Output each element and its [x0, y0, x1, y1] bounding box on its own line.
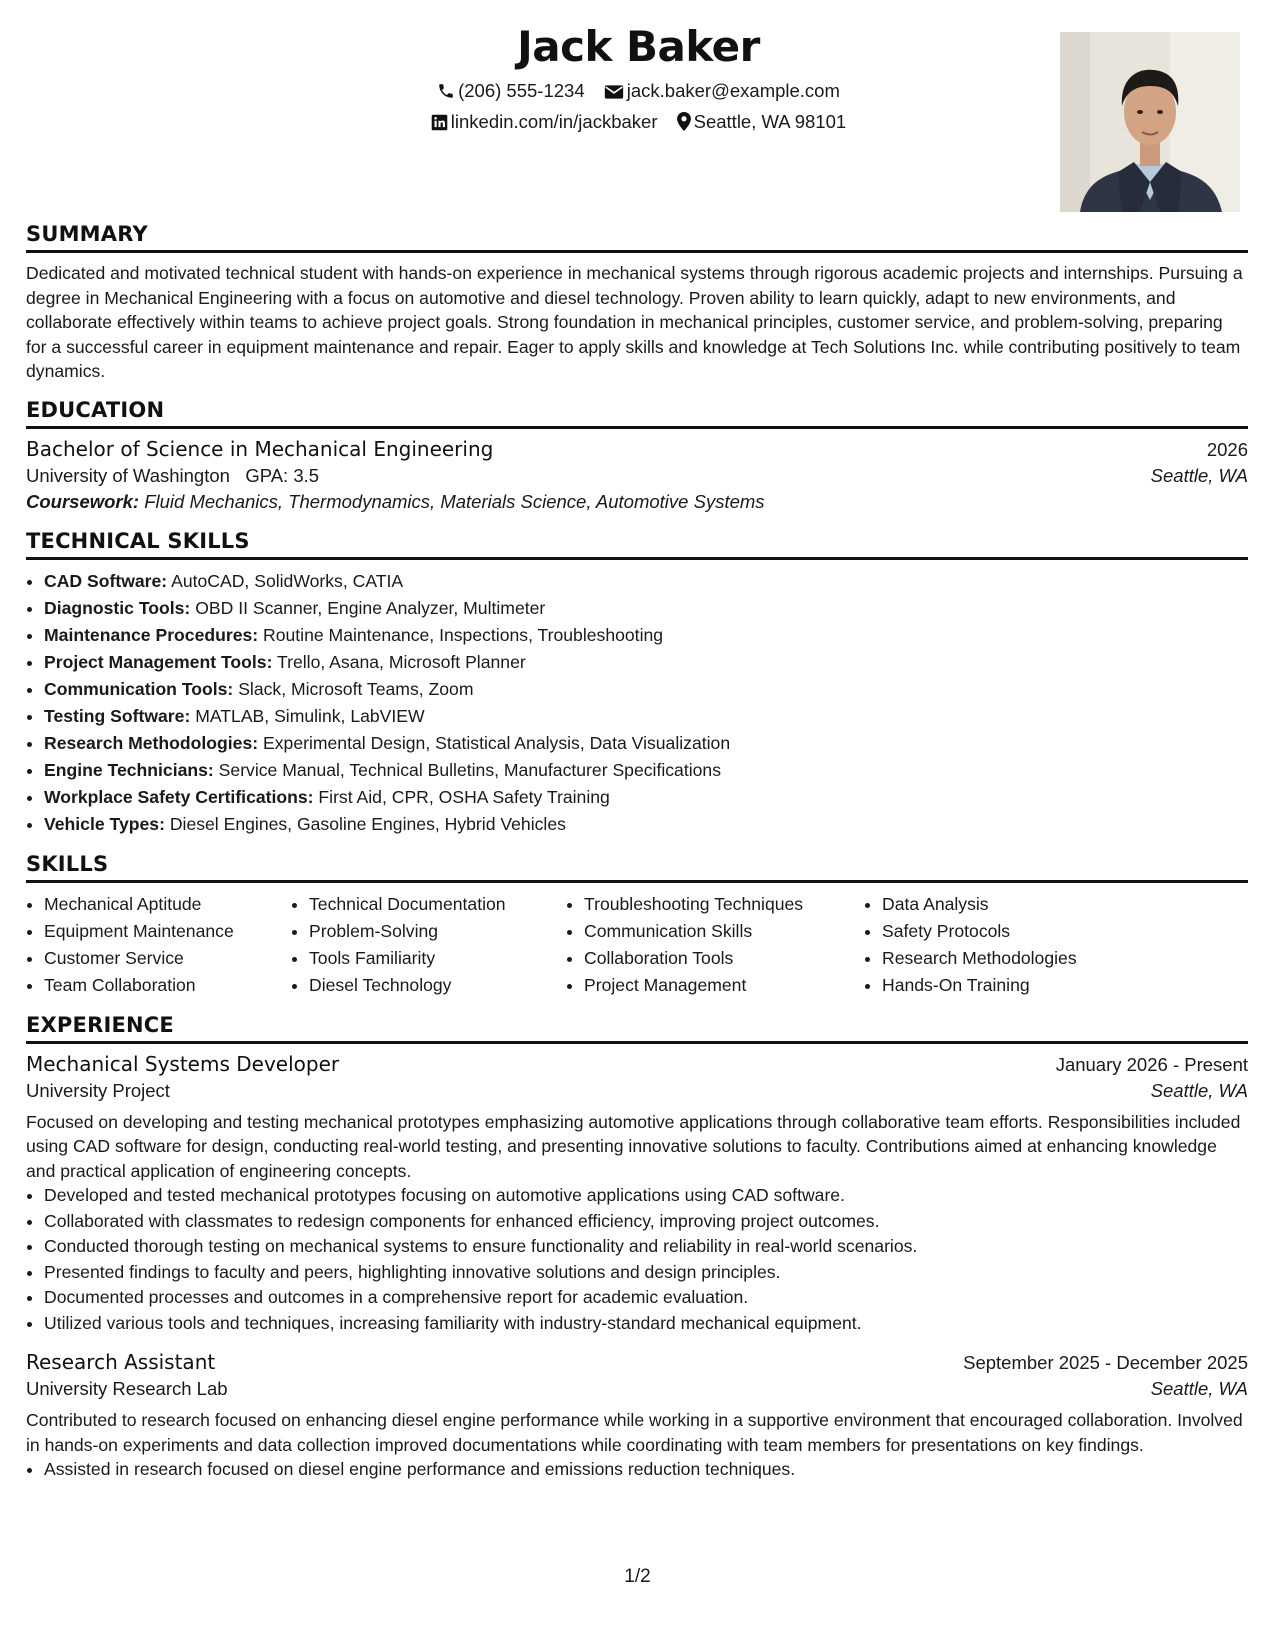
- phone-text: (206) 555-1234: [458, 80, 585, 101]
- email-text[interactable]: jack.baker@example.com: [626, 80, 840, 101]
- experience-entry-1: [26, 1052, 1248, 1337]
- resume-header: [26, 0, 1248, 222]
- education-section: [26, 398, 1248, 513]
- graduation-year: 2026: [1206, 438, 1248, 460]
- phone-contact: [437, 80, 585, 102]
- list-item: • Team Collaboration: [44, 972, 291, 999]
- experience-heading: EXPERIENCE: [26, 1013, 1248, 1044]
- skills-grid: [26, 891, 1248, 999]
- list-item: • Tools Familiarity: [309, 945, 566, 972]
- technical-skills-list: [26, 568, 1248, 838]
- job-title-row: [26, 1052, 1248, 1076]
- job-dates: September 2025 - December 2025: [963, 1352, 1248, 1373]
- list-item: • Troubleshooting Techniques: [584, 891, 864, 918]
- experience-section: [26, 1013, 1248, 1483]
- profile-photo: [1060, 32, 1240, 212]
- coursework-list: Fluid Mechanics, Thermodynamics, Materials Science, Automotive Systems: [144, 490, 765, 512]
- list-item: • Workplace Safety Certifications: First Aid, CPR, OSHA Safety Training: [44, 784, 1248, 811]
- list-item: • Diagnostic Tools: OBD II Scanner, Engine Analyzer, Multimeter: [44, 595, 1248, 622]
- experience-entry-2: [26, 1350, 1248, 1483]
- list-item: • Mechanical Aptitude: [44, 891, 291, 918]
- job-bullets: [26, 1183, 1248, 1336]
- location-text: Seattle, WA 98101: [693, 111, 847, 132]
- job-dates: January 2026 - Present: [1055, 1053, 1248, 1075]
- email-contact[interactable]: [604, 80, 840, 102]
- school-location: Seattle, WA: [1150, 464, 1248, 486]
- list-item: • Equipment Maintenance: [44, 918, 291, 945]
- list-item: • Problem-Solving: [309, 918, 566, 945]
- list-item: • Collaborated with classmates to redesign components for enhanced efficiency, improving project outcomes.: [44, 1209, 1248, 1235]
- skills-column-3: [566, 891, 864, 999]
- technical-skills-heading: TECHNICAL SKILLS: [26, 529, 1248, 560]
- list-item: • Project Management Tools: Trello, Asana, Microsoft Planner: [44, 649, 1248, 676]
- list-item: • Maintenance Procedures: Routine Maintenance, Inspections, Troubleshooting: [44, 622, 1248, 649]
- list-item: • Testing Software: MATLAB, Simulink, LabVIEW: [44, 703, 1248, 730]
- education-title-row: [26, 437, 1248, 461]
- list-item: • Presented findings to faculty and peers, highlighting innovative solutions and design principles.: [44, 1260, 1248, 1286]
- job-location: Seattle, WA: [1150, 1378, 1248, 1399]
- list-item: • Safety Protocols: [882, 918, 1182, 945]
- location-contact: [677, 111, 847, 133]
- list-item: • Engine Technicians: Service Manual, Technical Bulletins, Manufacturer Specifications: [44, 757, 1248, 784]
- job-org: University Research Lab: [26, 1378, 228, 1399]
- list-item: • Hands-On Training: [882, 972, 1182, 999]
- list-item: • CAD Software: AutoCAD, SolidWorks, CATIA: [44, 568, 1248, 595]
- summary-section: [26, 222, 1248, 384]
- education-heading: EDUCATION: [26, 398, 1248, 429]
- school-info: [26, 465, 319, 487]
- skills-section: [26, 852, 1248, 999]
- list-item: • Vehicle Types: Diesel Engines, Gasoline Engines, Hybrid Vehicles: [44, 811, 1248, 838]
- job-org-row: [26, 1080, 1248, 1102]
- list-item: • Customer Service: [44, 945, 291, 972]
- list-item: • Communication Tools: Slack, Microsoft Teams, Zoom: [44, 676, 1248, 703]
- skills-column-2: [291, 891, 566, 999]
- phone-icon: [437, 82, 455, 100]
- technical-skills-section: [26, 529, 1248, 838]
- list-item: • Research Methodologies: [882, 945, 1182, 972]
- school-name: University of Washington: [26, 464, 230, 486]
- job-description: Contributed to research focused on enhancing diesel engine performance while working in a supportive environment that encouraged collaboration. Involved in hands-on experiments and data collection improved documentations while coordinating with team members for presentations on key findings.: [26, 1410, 1243, 1455]
- job-location: Seattle, WA: [1150, 1079, 1248, 1101]
- list-item: • Research Methodologies: Experimental Design, Statistical Analysis, Data Visualization: [44, 730, 1248, 757]
- job-role: Research Assistant: [26, 1350, 216, 1374]
- list-item: • Conducted thorough testing on mechanical systems to ensure functionality and reliability in real-world scenarios.: [44, 1234, 1248, 1260]
- list-item: • Assisted in research focused on diesel engine performance and emissions reduction techniques.: [44, 1457, 1248, 1483]
- summary-text: Dedicated and motivated technical student with hands-on experience in mechanical systems through rigorous academic projects and internships. Pursuing a degree in Mechanical Engineering with a focus on automotive and diesel technology. Proven ability to learn quickly, adapt to new environments, and collaborate effectively within teams to achieve project goals. Strong foundation in mechanical principles, customer service, and problem-solving, preparing for a successful career in equipment maintenance and repair. Eager to apply skills and knowledge at Tech Solutions Inc. while contributing positively to team dynamics.: [26, 263, 1243, 381]
- skills-column-1: [26, 891, 291, 999]
- skills-column-4: [864, 891, 1182, 999]
- candidate-name: Jack Baker: [517, 22, 760, 71]
- coursework-line: [26, 491, 1248, 513]
- coursework-label: Coursework:: [26, 490, 140, 512]
- job-title-row: [26, 1350, 1248, 1374]
- education-school-row: [26, 465, 1248, 487]
- list-item: • Technical Documentation: [309, 891, 566, 918]
- job-bullets: [26, 1457, 1248, 1483]
- map-pin-icon: [677, 112, 691, 131]
- list-item: • Developed and tested mechanical prototypes focusing on automotive applications using CAD software.: [44, 1183, 1248, 1209]
- job-description: Focused on developing and testing mechanical prototypes emphasizing automotive applications through collaborative team efforts. Responsibilities included using CAD software for design, conducting real-world testing, and presenting innovative solutions to faculty. Contributions aimed at enhancing knowledge and practical application of engineering concepts.: [26, 1111, 1241, 1181]
- gpa: GPA: 3.5: [245, 464, 320, 486]
- linkedin-contact[interactable]: [431, 111, 658, 133]
- skills-heading: SKILLS: [26, 852, 1248, 883]
- degree-title: Bachelor of Science in Mechanical Engineering: [26, 436, 494, 461]
- list-item: • Diesel Technology: [309, 972, 566, 999]
- list-item: • Collaboration Tools: [584, 945, 864, 972]
- envelope-icon: [604, 84, 624, 100]
- list-item: • Project Management: [584, 972, 864, 999]
- summary-heading: SUMMARY: [26, 222, 1248, 253]
- list-item: • Utilized various tools and techniques, increasing familiarity with industry-standard mechanical equipment.: [44, 1311, 1248, 1337]
- job-role: Mechanical Systems Developer: [26, 1051, 340, 1076]
- linkedin-text[interactable]: linkedin.com/in/jackbaker: [450, 111, 658, 132]
- list-item: • Data Analysis: [882, 891, 1182, 918]
- linkedin-icon: [431, 114, 448, 131]
- list-item: • Documented processes and outcomes in a comprehensive report for academic evaluation.: [44, 1285, 1248, 1311]
- resume-page: [26, 0, 1248, 1483]
- job-org-row: [26, 1378, 1248, 1400]
- list-item: • Communication Skills: [584, 918, 864, 945]
- page-number: 1/2: [624, 1566, 651, 1587]
- job-org: University Project: [26, 1079, 170, 1101]
